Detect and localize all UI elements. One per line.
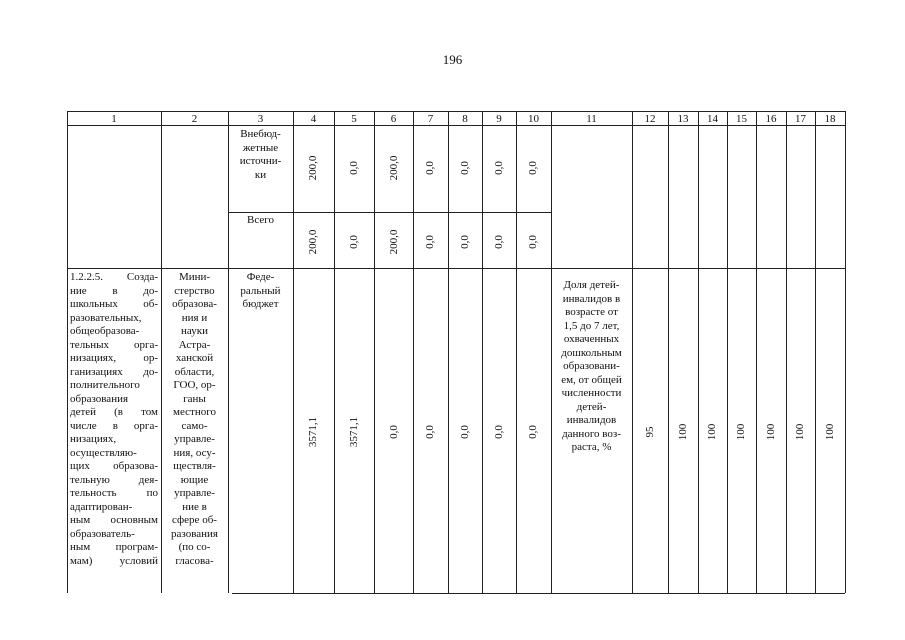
cell-value: 0,0 bbox=[388, 425, 400, 439]
header-cell-10: 10 bbox=[528, 113, 539, 125]
header-cell-14: 14 bbox=[707, 113, 718, 125]
header-cell-17: 17 bbox=[795, 113, 806, 125]
header-cell-6: 6 bbox=[390, 113, 397, 125]
col-border bbox=[228, 111, 229, 593]
target-value: 100 bbox=[677, 423, 689, 441]
total-label: Всего bbox=[247, 214, 274, 226]
cell-value: 0,0 bbox=[424, 235, 436, 249]
col-border bbox=[374, 111, 375, 593]
header-cell-7: 7 bbox=[427, 113, 434, 125]
col-border bbox=[448, 111, 449, 593]
cell-value: 0,0 bbox=[424, 161, 436, 175]
header-cell-18: 18 bbox=[824, 113, 836, 125]
target-value: 100 bbox=[794, 423, 806, 441]
cell-value: 0,0 bbox=[527, 235, 539, 249]
table-bottom-border bbox=[232, 593, 845, 594]
cell-value: 0,0 bbox=[527, 425, 539, 439]
cell-value: 200,0 bbox=[388, 155, 400, 181]
cell-value: 0,0 bbox=[527, 161, 539, 175]
col-border bbox=[786, 111, 787, 593]
header-cell-9: 9 bbox=[496, 113, 502, 125]
col-border bbox=[334, 111, 335, 593]
header-cell-11: 11 bbox=[586, 113, 597, 125]
target-value: 100 bbox=[765, 423, 777, 441]
funding-source-label: Внебюд- жетные источни- ки bbox=[239, 128, 282, 181]
federal-budget-label: Феде- ральный бюджет bbox=[240, 271, 281, 310]
header-cell-8: 8 bbox=[462, 113, 468, 125]
cell-value: 0,0 bbox=[493, 235, 505, 249]
cell-value: 3571,1 bbox=[348, 416, 360, 448]
cell-value: 0,0 bbox=[459, 425, 471, 439]
col-border bbox=[668, 111, 669, 593]
target-value: 100 bbox=[735, 423, 747, 441]
target-value: 100 bbox=[824, 423, 836, 441]
cell-value: 200,0 bbox=[388, 229, 400, 255]
indicator-description: Доля детей- инвалидов в возрасте от 1,5 до 7 лет, охваченных дошкольным образовани- ем, от общей численности детей- инвалидов данного воз- раста, % bbox=[561, 279, 622, 453]
col-border bbox=[756, 111, 757, 593]
header-cell-15: 15 bbox=[736, 113, 747, 125]
cell-value: 0,0 bbox=[348, 161, 360, 175]
cell-value: 0,0 bbox=[424, 425, 436, 439]
col-border bbox=[413, 111, 414, 593]
col-border bbox=[516, 111, 517, 593]
col-border bbox=[293, 111, 294, 593]
col-border bbox=[67, 111, 68, 593]
responsible-executor: Мини- стерство образова- ния и науки Астра- ханской области, ГОО, ор- ганы местного само- управле- ния, осу- ществля- ющие управле- ние в сфере об- разования (по со- гласова- bbox=[171, 271, 218, 567]
target-value: 100 bbox=[706, 423, 718, 441]
col-border bbox=[815, 111, 816, 593]
header-cell-13: 13 bbox=[677, 113, 689, 125]
col-border bbox=[482, 111, 483, 593]
col-border bbox=[698, 111, 699, 593]
col-border bbox=[727, 111, 728, 593]
header-cell-12: 12 bbox=[644, 113, 656, 125]
cell-value: 200,0 bbox=[307, 155, 319, 181]
page-number: 196 bbox=[442, 52, 463, 67]
table-top-border bbox=[67, 111, 845, 112]
header-cell-1: 1 bbox=[111, 113, 117, 125]
cell-value: 0,0 bbox=[493, 425, 505, 439]
header-cell-16: 16 bbox=[765, 113, 777, 125]
cell-value: 3571,1 bbox=[307, 416, 319, 448]
header-cell-5: 5 bbox=[351, 113, 357, 125]
cell-value: 200,0 bbox=[307, 229, 319, 255]
cell-value: 0,0 bbox=[348, 235, 360, 249]
col-border bbox=[845, 111, 846, 593]
col-border bbox=[632, 111, 633, 593]
header-cell-2: 2 bbox=[191, 113, 198, 125]
cell-value: 0,0 bbox=[459, 161, 471, 175]
cell-value: 0,0 bbox=[493, 161, 505, 175]
cell-value: 0,0 bbox=[459, 235, 471, 249]
row-divider bbox=[67, 268, 845, 269]
header-cell-3: 3 bbox=[257, 113, 264, 125]
target-value: 95 bbox=[644, 426, 656, 438]
header-cell-4: 4 bbox=[310, 113, 317, 125]
activity-description: 1.2.2.5. Созда- ние в до- школьных об- разовательных, общеобразова- тельных орга- низациях, ор- ганизациях до- полнительного образования детей (в том числе в орга- низациях, осуществляю- щих образова- тельную дея- тельность по адаптирован- ным основным образователь- ным програм- мам) условий bbox=[70, 271, 158, 567]
